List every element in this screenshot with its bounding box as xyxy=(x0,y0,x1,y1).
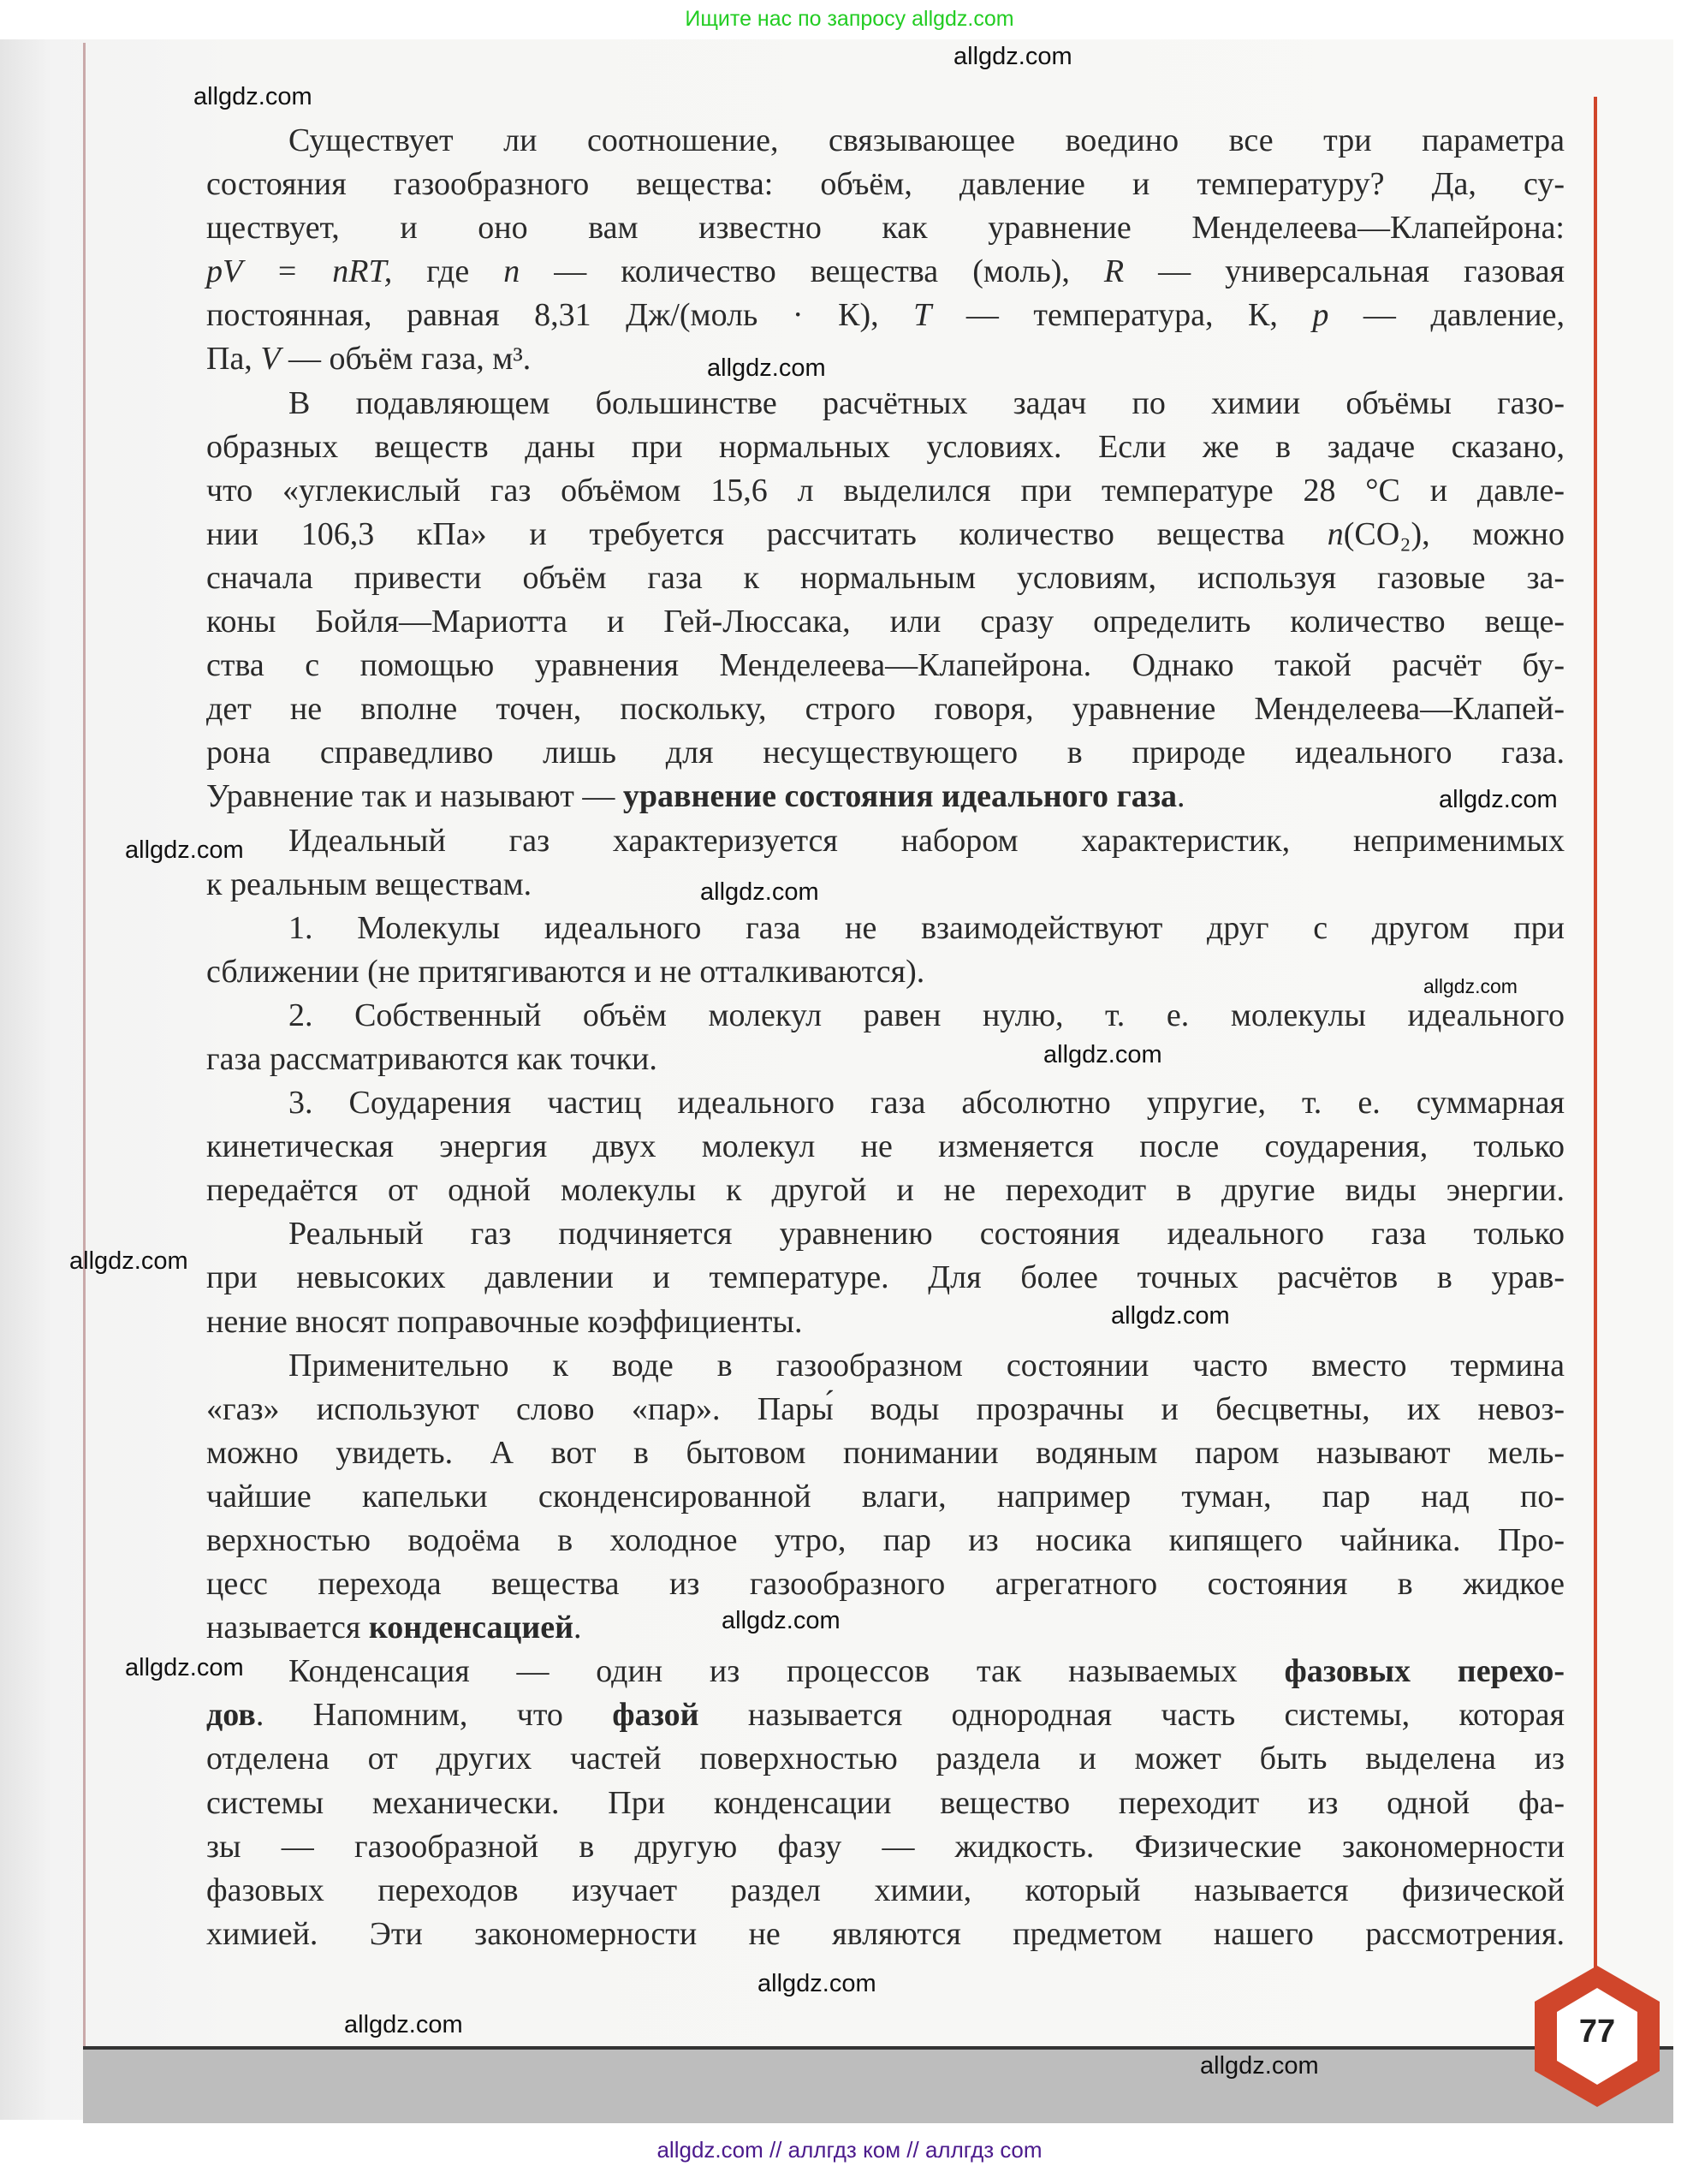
bold-term: конденсацией xyxy=(368,1610,573,1646)
text-segment: передаётся от одной молекулы к другой и не переходит в другие виды энергии. xyxy=(206,1172,1565,1209)
text-line xyxy=(206,994,1565,1038)
text-line xyxy=(206,1169,1565,1212)
bold-term: дов xyxy=(206,1697,256,1734)
text-line xyxy=(206,513,1565,556)
text-line xyxy=(206,1693,1565,1737)
text-segment: В подавляющем большинстве расчётных задач по химии объёмы газо- xyxy=(288,384,1565,421)
text-line xyxy=(206,1300,1565,1344)
text-segment: чайшие капельки сконденсированной влаги, например туман, пар над по- xyxy=(206,1478,1565,1515)
text-segment: (CO₂), можно xyxy=(1343,515,1565,552)
text-segment: называется xyxy=(206,1610,369,1646)
text-line xyxy=(206,206,1565,250)
text-segment: — количество вещества (моль), xyxy=(520,253,1104,290)
text-line xyxy=(206,687,1565,731)
text-segment: дет не вполне точен, поскольку, строго говоря, уравнение Менделеева—Клапей- xyxy=(206,691,1565,728)
formula-symbol: p xyxy=(1312,297,1329,334)
text-line xyxy=(206,1125,1565,1169)
text-segment: образных веществ даны при нормальных условиях. Если же в задаче сказано, xyxy=(206,428,1565,465)
text-segment: ществует, и оно вам известно как уравнение Менделеева—Клапейрона: xyxy=(206,210,1565,247)
text-segment: верхностью водоёма в холодное утро, пар из носика кипящего чайника. Про- xyxy=(206,1522,1565,1558)
formula-symbol: pV = nRT, xyxy=(206,253,393,290)
text-segment: рона справедливо лишь для несуществующего в природе идеального газа. xyxy=(206,735,1565,771)
text-segment: ства с помощью уравнения Менделеева—Клапейрона. Однако такой расчёт бу- xyxy=(206,647,1565,684)
watermark: allgdz.com xyxy=(757,1970,876,1997)
text-line xyxy=(206,1606,1565,1650)
watermark: allgdz.com xyxy=(700,878,819,906)
text-segment: Существует ли соотношение, связывающее воедино все три параметра xyxy=(288,122,1565,158)
text-line xyxy=(206,294,1565,337)
watermark: allgdz.com xyxy=(953,43,1072,70)
text-segment: «газ» используют слово «пар». Пары́ воды прозрачны и бесцветны, их невоз- xyxy=(206,1390,1565,1427)
formula-symbol: n xyxy=(503,253,520,290)
text-line xyxy=(206,1869,1565,1913)
text-segment: при невысоких давлении и температуре. Для более точных расчётов в урав- xyxy=(206,1259,1565,1296)
text-segment: — давление, xyxy=(1328,297,1565,334)
text-line xyxy=(206,1562,1565,1606)
text-segment: Конденсация — один из процессов так называемых xyxy=(288,1653,1285,1690)
text-segment: химией. Эти закономерности не являются предметом нашего рассмотрения. xyxy=(206,1915,1565,1952)
text-segment: Па, xyxy=(206,341,261,378)
watermark: allgdz.com xyxy=(125,836,244,864)
text-line xyxy=(206,950,1565,994)
text-segment: к реальным веществам. xyxy=(206,866,532,902)
text-segment: — объём газа, м³. xyxy=(280,341,532,378)
text-line xyxy=(206,1344,1565,1388)
watermark: allgdz.com xyxy=(722,1607,841,1634)
formula-symbol: T xyxy=(913,297,932,334)
text-line xyxy=(206,731,1565,775)
footer-links: allgdz.com // аллгдз ком // аллгдз com xyxy=(656,2137,1043,2163)
watermark: allgdz.com xyxy=(1200,2052,1319,2080)
text-segment: постоянная, равная 8,31 Дж/(моль · К), xyxy=(206,297,914,334)
text-segment: коны Бойля—Мариотта и Гей-Люссака, или сразу определить количество веще- xyxy=(206,604,1565,640)
text-segment: — температура, К, xyxy=(931,297,1313,334)
text-segment: сначала привести объём газа к нормальным условиям, используя газовые за- xyxy=(206,559,1565,596)
page-edge xyxy=(83,43,86,2046)
text-segment: состояния газообразного вещества: объём, давление и температуру? Да, су- xyxy=(206,166,1565,203)
text-segment: Реальный газ подчиняется уравнению состояния идеального газа только xyxy=(288,1216,1565,1253)
text-segment: называется однородная часть системы, которая xyxy=(698,1697,1565,1734)
bold-term: фазовых перехо- xyxy=(1284,1653,1565,1690)
text-segment: 2. Собственный объём молекул равен нулю, т. е. молекулы идеального xyxy=(288,997,1565,1033)
bold-term: уравнение состояния идеального газа xyxy=(622,778,1178,815)
text-segment: Уравнение так и называют — xyxy=(206,778,623,815)
watermark: allgdz.com xyxy=(1111,1302,1230,1330)
formula-symbol: n xyxy=(1327,515,1344,552)
text-line xyxy=(206,775,1565,818)
text-line xyxy=(206,819,1565,863)
text-line xyxy=(206,1388,1565,1431)
text-line xyxy=(206,425,1565,469)
text-segment: фазовых переходов изучает раздел химии, который называется физической xyxy=(206,1872,1565,1908)
text-segment: зы — газообразной в другую фазу — жидкость. Физические закономерности xyxy=(206,1828,1565,1865)
text-segment: кинетическая энергия двух молекул не изменяется после соударения, только xyxy=(206,1128,1565,1165)
page-number: 77 xyxy=(1578,2014,1616,2050)
text-line xyxy=(206,1913,1565,1956)
watermark: allgdz.com xyxy=(344,2011,463,2038)
text-line xyxy=(206,556,1565,600)
text-line xyxy=(206,863,1565,907)
text-segment: цесс перехода вещества из газообразного агрегатного состояния в жидкое xyxy=(206,1566,1565,1603)
text-segment: 1. Молекулы идеального газа не взаимодействуют друг с другом при xyxy=(288,909,1565,946)
formula-symbol: R xyxy=(1103,253,1125,290)
text-line xyxy=(206,119,1565,163)
watermark: allgdz.com xyxy=(707,354,826,382)
text-line xyxy=(206,337,1565,381)
text-segment: нии 106,3 кПа» и требуется рассчитать количество вещества xyxy=(206,515,1328,552)
text-line xyxy=(206,1081,1565,1125)
watermark: allgdz.com xyxy=(193,83,312,110)
text-segment: можно увидеть. А вот в бытовом понимании водяным паром называют мель- xyxy=(206,1434,1565,1471)
text-line xyxy=(206,644,1565,687)
watermark: allgdz.com xyxy=(1423,975,1518,997)
text-line xyxy=(206,600,1565,644)
text-line xyxy=(206,163,1565,206)
text-segment: отделена от других частей поверхностью раздела и может быть выделена из xyxy=(206,1741,1565,1777)
text-segment: газа рассматриваются как точки. xyxy=(206,1040,657,1077)
text-segment: — универсальная газовая xyxy=(1124,253,1565,290)
text-line xyxy=(206,1650,1565,1693)
text-segment: что «углекислый газ объёмом 15,6 л выделился при температуре 28 °С и давле- xyxy=(206,472,1565,509)
body-text xyxy=(206,119,1565,1956)
text-line xyxy=(206,1431,1565,1475)
text-segment: Применительно к воде в газообразном состоянии часто вместо термина xyxy=(288,1347,1565,1384)
text-segment: . xyxy=(573,1610,582,1646)
text-line xyxy=(206,1475,1565,1519)
text-segment: 3. Соударения частиц идеального газа абсолютно упругие, т. е. суммарная xyxy=(288,1085,1565,1122)
text-segment: . xyxy=(1177,778,1185,815)
text-segment: системы механически. При конденсации вещество переходит из одной фа- xyxy=(206,1784,1565,1821)
text-line xyxy=(206,1737,1565,1781)
text-line xyxy=(206,907,1565,950)
text-line xyxy=(206,250,1565,294)
text-line xyxy=(206,1519,1565,1562)
text-line xyxy=(206,1825,1565,1869)
formula-symbol: V xyxy=(260,341,281,378)
text-line xyxy=(206,1782,1565,1825)
text-segment: сближении (не притягиваются и не отталкиваются). xyxy=(206,953,925,990)
text-segment: Идеальный газ характеризуется набором характеристик, неприменимых xyxy=(288,822,1565,859)
text-line xyxy=(206,1256,1565,1300)
watermark: allgdz.com xyxy=(1043,1041,1162,1068)
text-line xyxy=(206,1038,1565,1081)
text-line xyxy=(206,1212,1565,1256)
watermark: allgdz.com xyxy=(69,1247,188,1275)
bottom-band xyxy=(83,2046,1673,2123)
watermark: allgdz.com xyxy=(1439,786,1558,813)
text-segment: . Напомним, что xyxy=(255,1697,613,1734)
text-segment: где xyxy=(392,253,504,290)
watermark: allgdz.com xyxy=(125,1654,244,1681)
text-line xyxy=(206,469,1565,513)
bold-term: фазой xyxy=(612,1697,699,1734)
text-segment: нение вносят поправочные коэффициенты. xyxy=(206,1303,803,1340)
margin-rule xyxy=(1594,97,1597,1989)
search-banner: Ищите нас по запросу allgdz.com xyxy=(685,7,1014,31)
text-line xyxy=(206,382,1565,425)
